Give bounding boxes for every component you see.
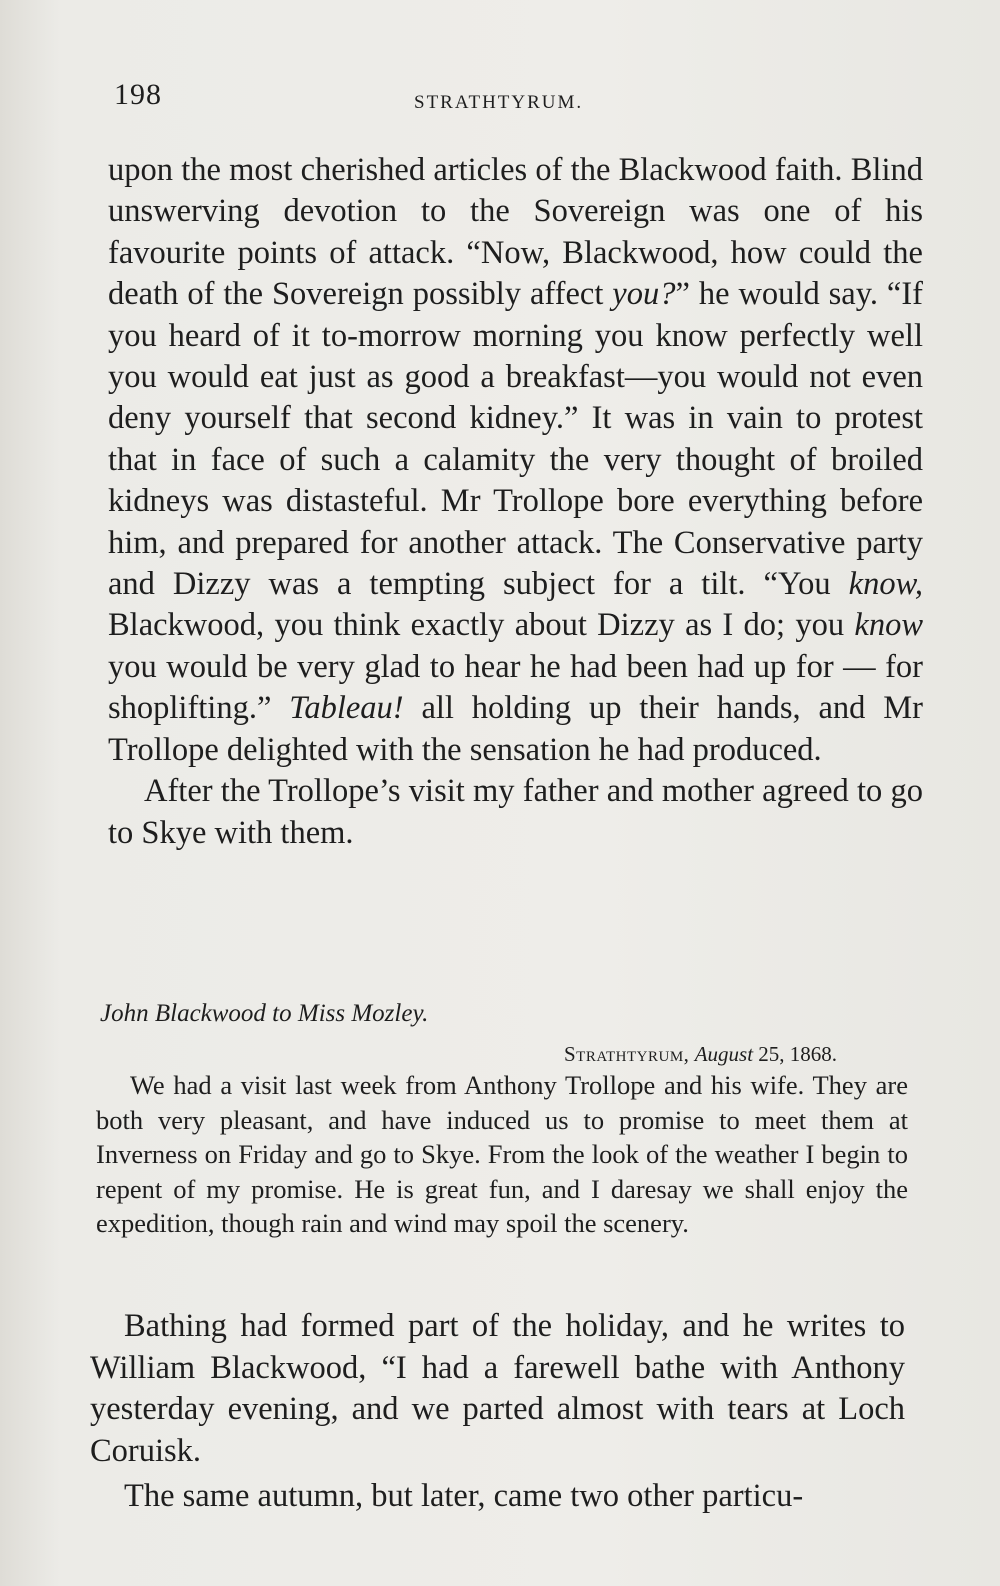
emphasis-know: know, xyxy=(848,566,923,603)
text-run: Blackwood, you think exactly about Dizzy as I do; you xyxy=(108,607,855,644)
letter-body xyxy=(96,1068,908,1241)
page-number: 198 xyxy=(114,78,162,111)
text-run: ” he would say. “If you heard of it to-morrow morning you know perfectly well you would eat just as good a breakfast—you would not even deny yourself that second kidney.” It was in vain to protest that in face of such a calamity the very thought of broiled kidneys was distasteful. Mr Trollope bore everything before him, and prepared for another attack. The Conservative party and Dizzy was a tempting subject for a tilt. “You xyxy=(108,276,923,603)
text-run: you would be very glad to hear he had been had up for — for shoplifting.” xyxy=(108,648,923,727)
paragraph-autumn: The same autumn, but later, came two other particu- xyxy=(124,1478,804,1514)
letter-dateline xyxy=(564,1042,894,1067)
running-head: STRATHTYRUM. xyxy=(414,92,584,113)
continuation-text xyxy=(90,1306,905,1518)
letter-heading: John Blackwood to Miss Mozley. xyxy=(100,1000,429,1027)
emphasis-you: you? xyxy=(612,276,676,313)
emphasis-tableau: Tableau! xyxy=(289,690,404,727)
main-text xyxy=(108,150,923,854)
dateline-rest: 25, 1868. xyxy=(753,1042,838,1066)
paragraph-bathing: Bathing had formed part of the holiday, and he writes to William Blackwood, “I had a farewell bathe with Anthony yesterday evening, and we parted almost with tears at Loch Coruisk. xyxy=(90,1308,905,1469)
letter-paragraph: We had a visit last week from Anthony Trollope and his wife. They are both very pleasant, and have induced us to promise to meet them at Inverness on Friday and go to Skye. From the look of the weather I begin to repent of my promise. He is great fun, and I daresay we shall enjoy the expedition, though rain and wind may spoil the scenery. xyxy=(96,1070,908,1239)
dateline-place: Strathtyrum, xyxy=(564,1042,690,1066)
page-header xyxy=(114,78,914,128)
paragraph-skye-trip: After the Trollope’s visit my father and mother agreed to go to Skye with them. xyxy=(108,773,923,851)
paragraph-trollope-anecdote xyxy=(108,150,923,771)
text-run: all holding up their hands, and Mr Trollope delighted with the sensation he had produced. xyxy=(108,690,924,768)
emphasis-know: know xyxy=(854,607,923,644)
dateline-month: August xyxy=(694,1042,754,1066)
text-run: upon the most cherished articles of the Blackwood faith. Blind unswerving devotion to the Sovereign was one of his favourite points of attack. “Now, Blackwood, how could the death of the Sovereign possibly affect xyxy=(108,152,923,313)
